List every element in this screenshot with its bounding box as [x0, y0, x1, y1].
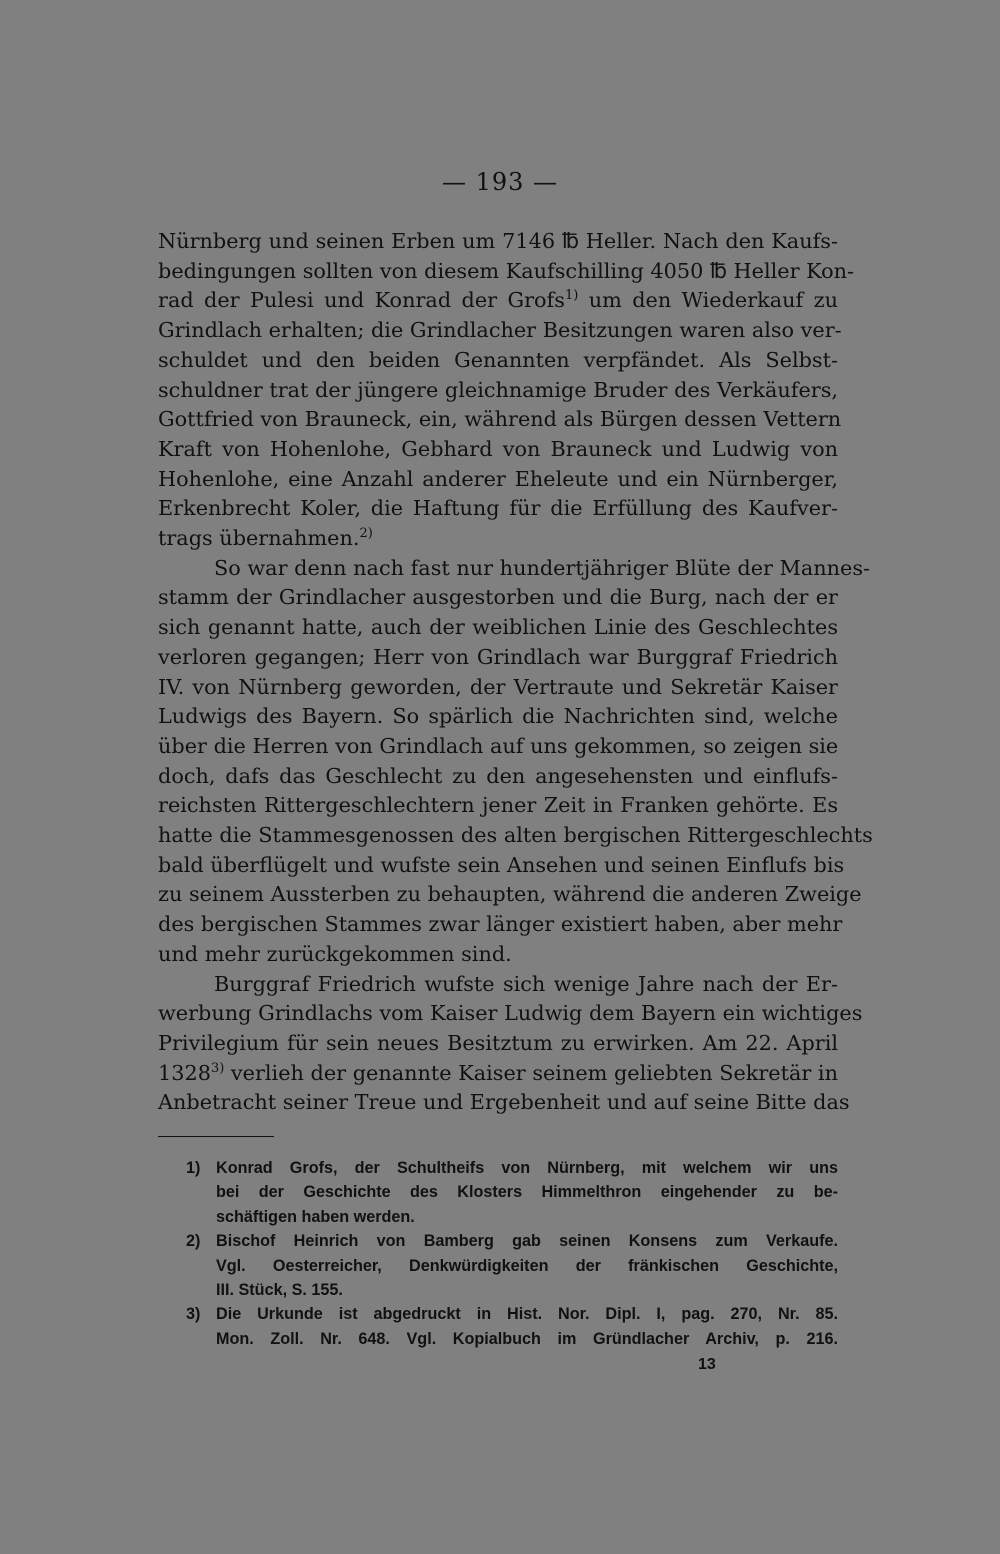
footnote-mark: 3)	[186, 1305, 201, 1324]
text-line: Nürnberg und seinen Erben um 7146 ℔ Heller. Nach den Kaufs-	[158, 229, 838, 253]
text-line: doch, dafs das Geschlecht zu den angesehensten und einflufs-	[158, 763, 838, 788]
text-line: bedingungen sollten von diesem Kaufschilling 4050 ℔ Heller Kon-	[158, 258, 855, 283]
text-line: Anbetracht seiner Treue und Ergebenheit und auf seine Bitte das	[158, 1090, 850, 1115]
text-line: sich genannt hatte, auch der weiblichen Linie des Geschlechtes	[158, 615, 838, 640]
footnote-ref-2: 2)	[359, 526, 373, 542]
footnote-2: 2) Bischof Heinrich von Bamberg gab seinen Konsens zum Verkaufe. Vgl. Oesterreicher, Denkwürdigkeiten der fränkischen Geschichte, III. Stück, S. 155.	[186, 1229, 838, 1302]
text-line: Burggraf Friedrich wufste sich wenige Jahre nach der Er-	[214, 971, 838, 996]
text-line: verloren gegangen; Herr von Grindlach war Burggraf Friedrich	[158, 644, 838, 669]
text-line: 1328$^{3)}$ verlieh der genannte Kaiser seinem geliebten Sekretär in	[158, 1060, 838, 1085]
text-line: stamm der Grindlacher ausgestorben und die Burg, nach der er	[158, 585, 838, 610]
text-line: Erkenbrecht Koler, die Haftung für die Erfüllung des Kaufver-	[158, 496, 838, 521]
signature-mark: 13	[698, 1356, 716, 1373]
text-line: hatte die Stammesgenossen des alten bergischen Rittergeschlechts	[158, 823, 873, 848]
text-line: trags übernahmen.$^{2)}$	[158, 526, 373, 551]
footnote-mark: 1)	[186, 1159, 201, 1177]
text-line: rad der Pulesi und Konrad der Grofs$^{1)}$ um den Wiederkauf zu	[158, 288, 838, 313]
footnote-rule	[158, 1136, 274, 1137]
text-line: und mehr zurückgekommen sind.	[158, 941, 512, 966]
text-line: bald überflügelt und wufste sein Ansehen und seinen Einflufs bis	[158, 852, 845, 877]
text-line: über die Herren von Grindlach auf uns gekommen, so zeigen sie	[158, 733, 839, 758]
text-line: schuldet und den beiden Genannten verpfändet. Als Selbst-	[158, 347, 838, 372]
footnote-ref-1: 1)	[564, 288, 579, 304]
text-line: Gottfried von Brauneck, ein, während als Bürgen dessen Vettern	[158, 407, 842, 432]
text-line: IV. von Nürnberg geworden, der Vertraute und Sekretär Kaiser	[158, 674, 838, 699]
text-line: Hohenlohe, eine Anzahl anderer Eheleute und ein Nürnberger,	[158, 466, 838, 491]
footnote-ref-3: 3)	[210, 1060, 225, 1076]
text-line: Kraft von Hohenlohe, Gebhard von Brauneck und Ludwig von	[158, 436, 838, 461]
footnote-3: 3) Die Urkunde ist abgedruckt in Hist. Nor. Dipl. I, pag. 270, Nr. 85. Mon. Zoll. Nr. 648. Vgl. Kopialbuch im Gründlacher Archiv, p. 216.	[186, 1302, 838, 1351]
body-text	[158, 227, 873, 1118]
page-number: — 193 —	[441, 168, 559, 196]
text-line: werbung Grindlachs vom Kaiser Ludwig dem Bayern ein wichtiges	[158, 1001, 863, 1026]
text-line: schuldner trat der jüngere gleichnamige Bruder des Verkäufers,	[158, 377, 838, 402]
text-line: Ludwigs des Bayern. So spärlich die Nachrichten sind, welche	[158, 704, 838, 729]
text-line: reichsten Rittergeschlechtern jener Zeit in Franken gehörte. Es	[158, 793, 838, 818]
text-line: So war denn nach fast nur hundertjähriger Blüte der Mannes-	[214, 555, 871, 580]
text-line: Grindlach erhalten; die Grindlacher Besitzungen waren also ver-	[158, 318, 842, 343]
footnote-mark: 2)	[186, 1232, 201, 1251]
footnotes	[186, 1156, 838, 1351]
text-line: zu seinem Aussterben zu behaupten, während die anderen Zweige	[158, 882, 862, 907]
footnote-1: 1) Konrad Grofs, der Schultheifs von Nürnberg, mit welchem wir uns bei der Geschichte des Klosters Himmelthron eingehender zu be- schäftigen haben werden.	[186, 1156, 838, 1229]
text-line: des bergischen Stammes zwar länger existiert haben, aber mehr	[158, 912, 843, 937]
text-line: Privilegium für sein neues Besitztum zu erwirken. Am 22. April	[158, 1030, 838, 1055]
